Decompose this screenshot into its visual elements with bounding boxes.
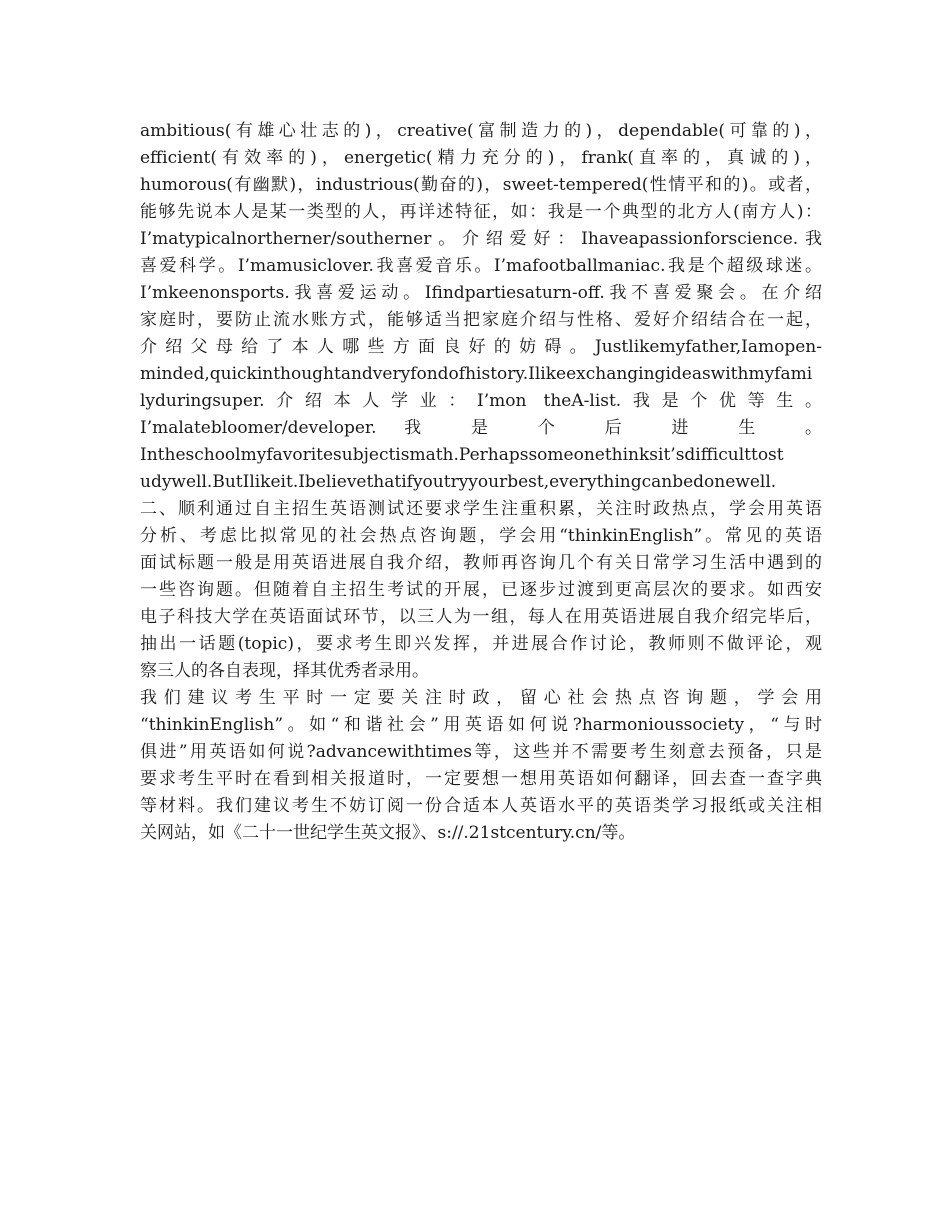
text-line-23: “thinkinEnglish”。如“和谐社会”用英语如何说?harmonioussociety，“与时 (140, 715, 822, 735)
text-line-5: I’matypicalnortherner/southerner。介绍爱好：Ihaveapassionforscience.我 (140, 229, 822, 249)
text-line-19: 电子科技大学在英语面试环节，以三人为一组，每人在用英语进展自我介绍完毕后， (140, 607, 822, 627)
text-line-27: 关网站，如《二十一世纪学生英文报》、s://.21stcentury.cn/等。 (140, 823, 636, 843)
text-line-10: minded,quickinthoughtandveryfondofhistory.Ilikeexchangingideaswithmyfami (140, 364, 813, 384)
text-line-26: 等材料。我们建议考生不妨订阅一份合适本人英语水平的英语类学习报纸或关注相 (140, 796, 822, 816)
document-body (140, 118, 822, 847)
text-line-17: 面试标题一般是用英语进展自我介绍，教师再咨询几个有关日常学习生活中遇到的 (140, 553, 822, 573)
text-line-24: 俱进”用英语如何说?advancewithtimes等，这些并不需要考生刻意去预备，只是 (140, 742, 822, 762)
text-line-13: Intheschoolmyfavoritesubjectismath.Perhapssomeonethinksit’sdifficulttost (140, 445, 784, 465)
text-line-1: ambitious(有雄心壮志的)，creative(富制造力的)，dependable(可靠的)， (140, 121, 822, 141)
text-line-18: 一些咨询题。但随着自主招生考试的开展，已逐步过渡到更高层次的要求。如西安 (140, 580, 822, 600)
text-line-21: 察三人的各自表现，择其优秀者录用。 (140, 661, 429, 681)
text-line-12: I’malatebloomer/developer. 我 是 个 后 进 生 。 (140, 418, 822, 438)
text-line-4: 能够先说本人是某一类型的人，再详述特征，如：我是一个典型的北方人(南方人)： (140, 202, 822, 222)
text-line-14: udywell.ButIlikeit.Ibelievethatifyoutryyourbest,everythingcanbedonewell. (140, 472, 777, 492)
text-line-25: 要求考生平时在看到相关报道时，一定要想一想用英语如何翻译，回去查一查字典 (140, 769, 822, 789)
text-line-16: 分析、考虑比拟常见的社会热点咨询题，学会用“thinkinEnglish”。常见的英语 (140, 526, 822, 546)
text-line-8: 家庭时，要防止流水账方式，能够适当把家庭介绍与性格、爱好介绍结合在一起， (140, 310, 822, 330)
text-line-20: 抽出一话题(topic)，要求考生即兴发挥，并进展合作讨论，教师则不做评论，观 (140, 634, 822, 654)
text-line-7: I’mkeenonsports.我喜爱运动。Ifindpartiesaturn-off.我不喜爱聚会。在介绍 (140, 283, 822, 303)
text-line-22: 我们建议考生平时一定要关注时政，留心社会热点咨询题，学会用 (140, 688, 822, 708)
text-line-15: 二、顺利通过自主招生英语测试还要求学生注重积累，关注时政热点，学会用英语 (140, 499, 822, 519)
text-line-11: lyduringsuper.介绍本人学业：I’mon theA-list.我是个优等生。 (140, 391, 822, 411)
text-line-3: humorous(有幽默)，industrious(勤奋的)，sweet-tempered(性情平和的)。或者， (140, 175, 822, 195)
text-line-6: 喜爱科学。I’mamusiclover.我喜爱音乐。I’mafootballmaniac.我是个超级球迷。 (140, 256, 822, 276)
text-line-9: 介绍父母给了本人哪些方面良好的妨碍。Justlikemyfather,Iamopen- (140, 337, 822, 357)
text-line-2: efficient(有效率的)，energetic(精力充分的)，frank(直率的，真诚的)， (140, 148, 822, 168)
